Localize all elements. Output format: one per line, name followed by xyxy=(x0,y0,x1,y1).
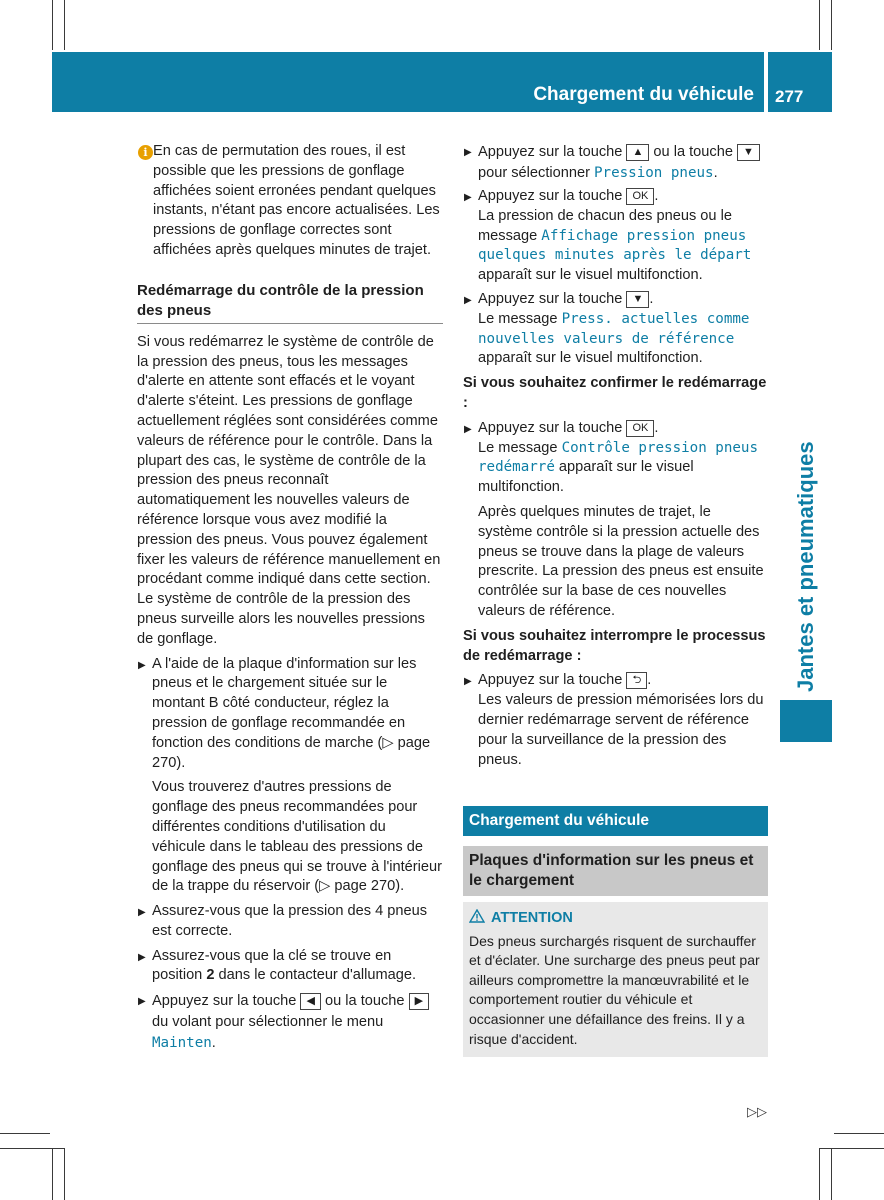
crop-mark xyxy=(52,1148,53,1200)
instruction-step xyxy=(463,187,768,286)
info-note xyxy=(137,142,443,261)
up-arrow-key: ▲ xyxy=(626,144,649,161)
text-run: Appuyez sur la touche xyxy=(478,188,627,204)
text-run: ou la touche xyxy=(320,993,409,1010)
text-run: . xyxy=(654,419,659,436)
chapter-tab[interactable] xyxy=(780,442,832,692)
instruction-step xyxy=(463,290,768,369)
instruction-step xyxy=(137,991,443,1054)
step-text xyxy=(478,142,768,184)
warning-text: Des pneus surchargés risquent de surchauffer et d'éclater. Une surcharge des pneus peut par ailleurs compromettre la manœuvrabilité et le comportement routier du véhicule et occasionner une défaillance des freins. Il y a risque d'accident. xyxy=(469,932,760,1047)
display-message: Press. actuelles comme nouvelles valeurs de référence xyxy=(478,310,750,347)
instruction-step xyxy=(137,947,443,987)
step-arrow-icon: ▶ xyxy=(464,192,472,203)
step-arrow-icon: ▶ xyxy=(138,996,146,1008)
step-result xyxy=(478,207,768,286)
text-run: Assurez-vous que la clé se trouve en position xyxy=(152,947,392,984)
text-run: Appuyez sur la touche xyxy=(478,672,627,689)
menu-name: Pression pneus xyxy=(594,165,714,181)
section-heading: Redémarrage du contrôle de la pression des pneus xyxy=(137,281,443,324)
instruction-step xyxy=(463,419,768,622)
step-arrow-icon: ▶ xyxy=(138,907,146,919)
info-note-text: En cas de permutation des roues, il est possible que les pressions de gonflage affichées soient erronées pendant quelques instants, n'étant pas encore actualisées. Les pressions de gonflage correctes sont affichées après quelques minutes de trajet. xyxy=(153,143,440,258)
instruction-step xyxy=(463,142,768,184)
info-icon: i xyxy=(138,145,153,160)
crop-mark xyxy=(64,1148,65,1200)
warning-header xyxy=(469,908,762,929)
step-text xyxy=(478,187,768,207)
ok-key: OK xyxy=(626,188,654,205)
left-column xyxy=(137,142,443,1054)
text-run: . xyxy=(647,672,652,689)
step-arrow-icon: ▶ xyxy=(138,951,146,963)
step-result xyxy=(478,439,768,498)
step-text: A l'aide de la plaque d'information sur les pneus et le chargement située sur le montant B côté conducteur, réglez la pression de gonflage recommandée en fonction des conditions de marche (▷ page 270). xyxy=(152,655,431,771)
step-arrow-icon: ▶ xyxy=(138,659,146,671)
step-text xyxy=(478,671,768,691)
key-position: 2 xyxy=(206,967,215,984)
down-arrow-key: ▼ xyxy=(626,291,649,308)
instruction-step xyxy=(137,655,443,898)
text-run: . xyxy=(649,290,654,307)
section-header: Chargement du véhicule xyxy=(463,806,768,836)
text-run: Appuyez sur la touche xyxy=(478,144,627,160)
text-run: Le message xyxy=(478,310,562,327)
text-run: . xyxy=(211,1035,216,1052)
crop-mark xyxy=(52,0,53,50)
step-arrow-icon: ▶ xyxy=(464,676,472,688)
subsection-header: Plaques d'information sur les pneus et le chargement xyxy=(463,846,768,896)
warning-triangle-icon xyxy=(469,909,485,923)
text-run: ou la touche xyxy=(649,144,737,160)
text-run: apparaît sur le visuel multifonction. xyxy=(478,267,703,284)
down-arrow-key: ▼ xyxy=(737,144,760,161)
crop-mark xyxy=(819,1148,820,1200)
text-run: . xyxy=(654,188,659,204)
crop-mark xyxy=(834,1133,884,1134)
text-run: Appuyez sur la touche xyxy=(478,290,627,307)
text-run: apparaît sur le visuel multifonction. xyxy=(478,459,694,496)
step-text: Assurez-vous que la pression des 4 pneus est correcte. xyxy=(152,903,428,939)
continued-marker: ▷▷ xyxy=(747,1104,767,1119)
text-run: apparaît sur le visuel multifonction. xyxy=(478,350,703,367)
step-result: Les valeurs de pression mémorisées lors du dernier redémarrage servent de référence pour la surveillance de la pression des pneus. xyxy=(478,692,764,768)
step-text xyxy=(152,947,443,987)
step-arrow-icon: ▶ xyxy=(464,423,472,435)
step-result xyxy=(478,310,768,369)
subheading: Si vous souhaitez confirmer le redémarrage : xyxy=(463,375,767,411)
right-arrow-key: ▶ xyxy=(409,993,429,1010)
right-column xyxy=(463,142,768,1057)
menu-name: Mainten xyxy=(152,1035,212,1052)
text-run: du volant pour sélectionner le menu xyxy=(152,1014,384,1031)
step-arrow-icon: ▶ xyxy=(464,294,472,306)
display-message: Affichage pression pneus quelques minutes après le départ xyxy=(478,227,752,264)
warning-box xyxy=(463,902,768,1057)
page-number: 277 xyxy=(775,87,804,106)
chapter-tab-label: Jantes et pneumatiques xyxy=(793,441,818,692)
crop-mark xyxy=(0,1148,65,1149)
crop-mark xyxy=(819,1148,884,1149)
back-key: ⮌ xyxy=(626,672,647,689)
crop-mark xyxy=(64,0,65,50)
text-run: La pression de chacun des pneus ou le message xyxy=(478,207,732,244)
subheading: Si vous souhaitez interrompre le processus de redémarrage : xyxy=(463,627,766,664)
text-run: pour sélectionner xyxy=(478,165,595,181)
page-title: Chargement du véhicule xyxy=(533,84,754,105)
display-message: Contrôle pression pneus redémarré xyxy=(478,439,759,476)
step-text xyxy=(152,991,443,1054)
crop-mark xyxy=(831,1148,832,1200)
step-arrow-icon: ▶ xyxy=(464,147,472,158)
step-text xyxy=(478,290,768,310)
crop-mark xyxy=(0,1133,50,1134)
left-arrow-key: ◀ xyxy=(300,993,320,1010)
chapter-marker xyxy=(780,700,832,742)
ok-key: OK xyxy=(626,420,654,437)
text-run: Appuyez sur la touche xyxy=(478,419,627,436)
step-text: Vous trouverez d'autres pressions de gonflage des pneus recommandées pour différentes conditions d'utilisation du véhicule dans le tableau des pressions de gonflage des pneus qui se trouve à l'intérieur de la trappe du réservoir (▷ page 270). xyxy=(152,779,442,895)
crop-mark xyxy=(831,0,832,50)
text-run: dans le contacteur d'allumage. xyxy=(214,967,417,984)
crop-mark xyxy=(819,0,820,50)
instruction-step xyxy=(137,902,443,942)
text-run: Le message xyxy=(478,439,562,456)
warning-title: ATTENTION xyxy=(491,910,573,927)
step-result: Après quelques minutes de trajet, le système contrôle si la pression actuelle des pneus se trouve dans la plage de valeurs prescrite. La pression des pneus est ensuite contrôlée sur la base de ces nouvelles valeurs de référence. xyxy=(478,503,764,619)
instruction-step xyxy=(463,671,768,770)
text-run: Appuyez sur la touche xyxy=(152,993,301,1010)
paragraph: Si vous redémarrez le système de contrôle de la pression des pneus, tous les messages d'alerte en attente sont effacés et le voyant d'alerte s'éteint. Les pressions de gonflage actuellement réglées sont considérées comme valeurs de référence pour le contrôle. Dans la plupart des cas, le système de contrôle de la pression des pneus reconnaît automatiquement les nouvelles valeurs de référence lorsque vous avez modifié la pression des pneus. Vous pouvez également fixer les valeurs de référence manuellement en procédant comme indiqué dans cette section. Le système de contrôle de la pression des pneus surveille alors les nouvelles pressions de gonflage. xyxy=(137,333,441,647)
text-run: . xyxy=(713,165,718,181)
step-text xyxy=(478,419,768,439)
